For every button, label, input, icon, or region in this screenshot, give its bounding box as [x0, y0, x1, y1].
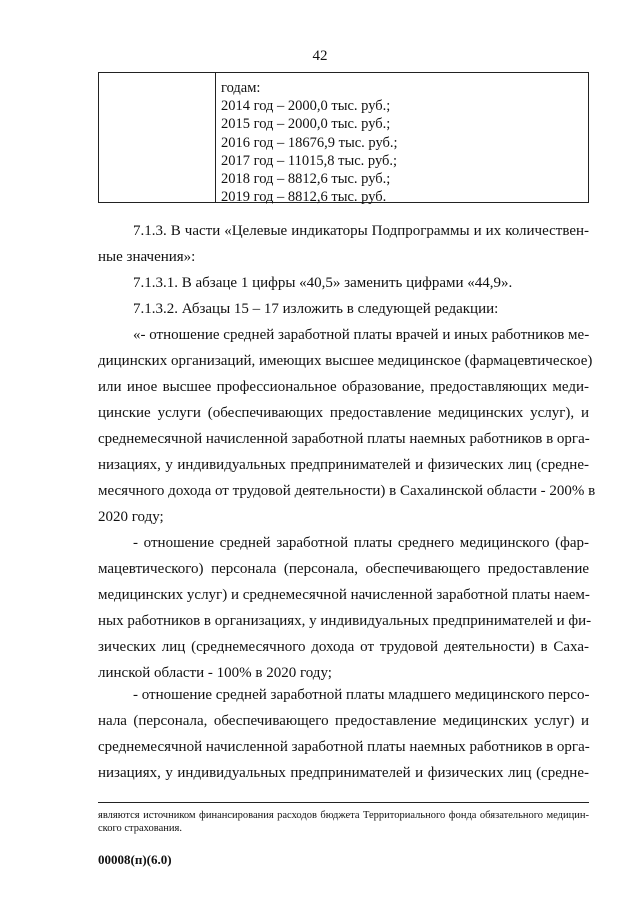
paragraph-7-1-3-1	[98, 270, 589, 296]
text-line: 2020 году;	[98, 509, 164, 525]
footnote-separator	[98, 802, 589, 803]
paragraph-quote-3	[98, 682, 589, 786]
text-line: ные значения»:	[98, 249, 196, 265]
document-code: 00008(п)(6.0)	[98, 852, 172, 867]
text-line: - отношение средней заработной платы младшего медицинского персо-	[133, 687, 590, 703]
text-line: линской области - 100% в 2020 году;	[98, 665, 332, 681]
text-line: зических лиц (среднемесячного дохода от трудовой деятельности) в Саха-	[98, 639, 589, 655]
text-line: низациях, у индивидуальных предпринимателей и физических лиц (средне-	[98, 765, 589, 781]
funding-table	[98, 72, 589, 206]
footnote	[98, 809, 589, 835]
text-line: мацевтического) персонала (персонала, обеспечивающего предоставление	[98, 561, 589, 577]
table-column-divider	[215, 73, 216, 202]
table-cell-line: 2014 год – 2000,0 тыс. руб.;	[221, 98, 391, 115]
footnote-line: ского страхования.	[98, 823, 182, 834]
text-line: медицинских услуг) и среднемесячной начисленной заработной платы наем-	[98, 587, 590, 603]
table-cell-line: годам:	[221, 80, 261, 96]
paragraph-7-1-3-2	[98, 296, 589, 322]
text-line: среднемесячной начисленной заработной платы наемных работников в орга-	[98, 739, 590, 755]
paragraph-quote-2	[98, 530, 592, 686]
text-line: «- отношение средней заработной платы врачей и иных работников ме-	[133, 327, 590, 343]
text-line: 7.1.3. В части «Целевые индикаторы Подпрограммы и их количествен-	[133, 223, 589, 239]
table-right-cell	[221, 79, 398, 206]
text-line: низациях, у индивидуальных предпринимателей и физических лиц (средне-	[98, 457, 589, 473]
text-line: цинские услуги (обеспечивающих предоставление медицинских услуг), и	[98, 405, 589, 421]
table-cell-line: 2018 год – 8812,6 тыс. руб.;	[221, 171, 391, 188]
table-cell-line: 2017 год – 11015,8 тыс. руб.;	[221, 152, 398, 169]
text-line: 7.1.3.1. В абзаце 1 цифры «40,5» заменить цифрами «44,9».	[133, 275, 513, 291]
text-line: 7.1.3.2. Абзацы 15 – 17 изложить в следующей редакции:	[133, 301, 499, 317]
table-cell-line: 2015 год – 2000,0 тыс. руб.;	[221, 116, 391, 133]
text-line: дицинских организаций, имеющих высшее медицинское (фармацевтическое)	[98, 353, 593, 369]
paragraph-quote-1	[98, 322, 596, 530]
text-line: среднемесячной начисленной заработной платы наемных работников в орга-	[98, 431, 590, 447]
text-line: нала (персонала, обеспечивающего предоставление медицинских услуг) и	[98, 713, 589, 729]
table-cell-line: 2016 год – 18676,9 тыс. руб.;	[221, 134, 398, 151]
text-line: - отношение средней заработной платы среднего медицинского (фар-	[133, 535, 589, 551]
paragraph-7-1-3	[98, 218, 589, 270]
page-number: 42	[312, 48, 328, 64]
text-line: или иное высшее профессиональное образование, предоставляющих меди-	[98, 379, 589, 395]
footnote-line: являются источником финансирования расходов бюджета Территориального фонда обязательного медицин-	[98, 810, 589, 821]
table-cell-line: 2019 год – 8812,6 тыс. руб.	[221, 189, 387, 206]
text-line: ных работников в организациях, у индивидуальных предпринимателей и фи-	[98, 613, 592, 629]
text-line: месячного дохода от трудовой деятельности) в Сахалинской области - 200% в	[98, 483, 596, 499]
